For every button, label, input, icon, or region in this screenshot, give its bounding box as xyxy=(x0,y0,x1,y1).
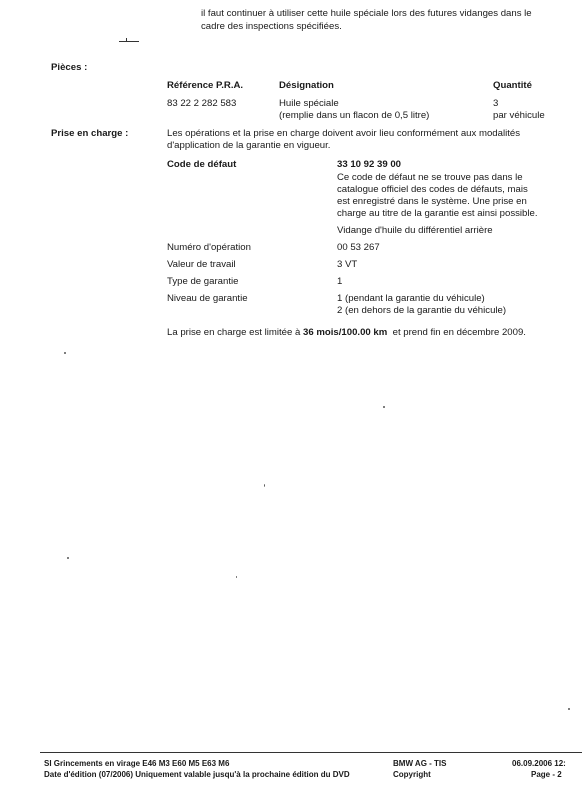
scan-speck xyxy=(264,484,265,487)
scan-speck xyxy=(383,406,385,408)
pieces-header-reference: Référence P.R.A. xyxy=(167,80,244,91)
field-label-niveau: Niveau de garantie xyxy=(167,293,248,304)
footer-right-line-1: 06.09.2006 12: xyxy=(512,759,566,768)
scan-mark xyxy=(126,38,127,42)
pieces-label: Pièces : xyxy=(51,62,88,73)
field-value-type: 1 xyxy=(337,276,343,287)
limit-bold: 36 mois/100.00 km xyxy=(303,327,388,338)
field-value-niveau-1: 1 (pendant la garantie du véhicule) xyxy=(337,293,485,304)
scan-speck xyxy=(236,576,237,578)
pieces-quantity-line-1: 3 xyxy=(493,98,499,109)
code-note-line-1: Ce code de défaut ne se trouve pas dans le xyxy=(337,172,523,183)
pieces-designation-line-1: Huile spéciale xyxy=(279,98,339,109)
pieces-designation-line-2: (remplie dans un flacon de 0,5 litre) xyxy=(279,110,430,121)
footer-left-line-2: Date d'édition (07/2006) Uniquement valable jusqu'à la prochaine édition du DVD xyxy=(44,770,350,779)
code-defaut-value: 33 10 92 39 00 xyxy=(337,159,402,170)
scan-mark xyxy=(119,41,139,42)
scan-speck xyxy=(64,352,66,354)
intro-line-1: il faut continuer à utiliser cette huile spéciale lors des futures vidanges dans le xyxy=(201,8,532,19)
field-label-valeur: Valeur de travail xyxy=(167,259,236,270)
prise-intro-line-2: d'application de la garantie en vigueur. xyxy=(167,140,331,151)
scan-speck xyxy=(67,557,69,559)
code-note-line-3: est enregistré dans le système. Une prise en xyxy=(337,196,527,207)
code-note-line-2: catalogue officiel des codes de défauts, mais xyxy=(337,184,528,195)
limit-sentence xyxy=(167,327,526,339)
footer-rule xyxy=(40,752,582,753)
footer-center-line-1: BMW AG - TIS xyxy=(393,759,447,768)
pieces-header-quantity: Quantité xyxy=(493,80,532,91)
field-label-operation: Numéro d'opération xyxy=(167,242,251,253)
prise-intro-line-1: Les opérations et la prise en charge doivent avoir lieu conformément aux modalités xyxy=(167,128,521,139)
limit-prefix: La prise en charge est limitée à xyxy=(167,327,303,338)
code-defaut-label: Code de défaut xyxy=(167,159,237,170)
pieces-quantity-line-2: par véhicule xyxy=(493,110,545,121)
intro-line-2: cadre des inspections spécifiées. xyxy=(201,21,342,32)
code-note-line-4: charge au titre de la garantie est ainsi possible. xyxy=(337,208,538,219)
prise-en-charge-label: Prise en charge : xyxy=(51,128,129,139)
field-value-operation: 00 53 267 xyxy=(337,242,380,253)
pieces-reference: 83 22 2 282 583 xyxy=(167,98,237,109)
scan-speck xyxy=(568,708,570,710)
field-label-type: Type de garantie xyxy=(167,276,239,287)
footer-left-line-1: SI Grincements en virage E46 M3 E60 M5 E63 M6 xyxy=(44,759,230,768)
pieces-header-designation: Désignation xyxy=(279,80,334,91)
field-value-niveau-2: 2 (en dehors de la garantie du véhicule) xyxy=(337,305,507,316)
limit-suffix: et prend fin en décembre 2009. xyxy=(387,327,526,338)
footer-right-line-2: Page - 2 xyxy=(531,770,562,779)
field-value-valeur: 3 VT xyxy=(337,259,358,270)
operation-title: Vidange d'huile du différentiel arrière xyxy=(337,225,493,236)
footer-center-line-2: Copyright xyxy=(393,770,431,779)
